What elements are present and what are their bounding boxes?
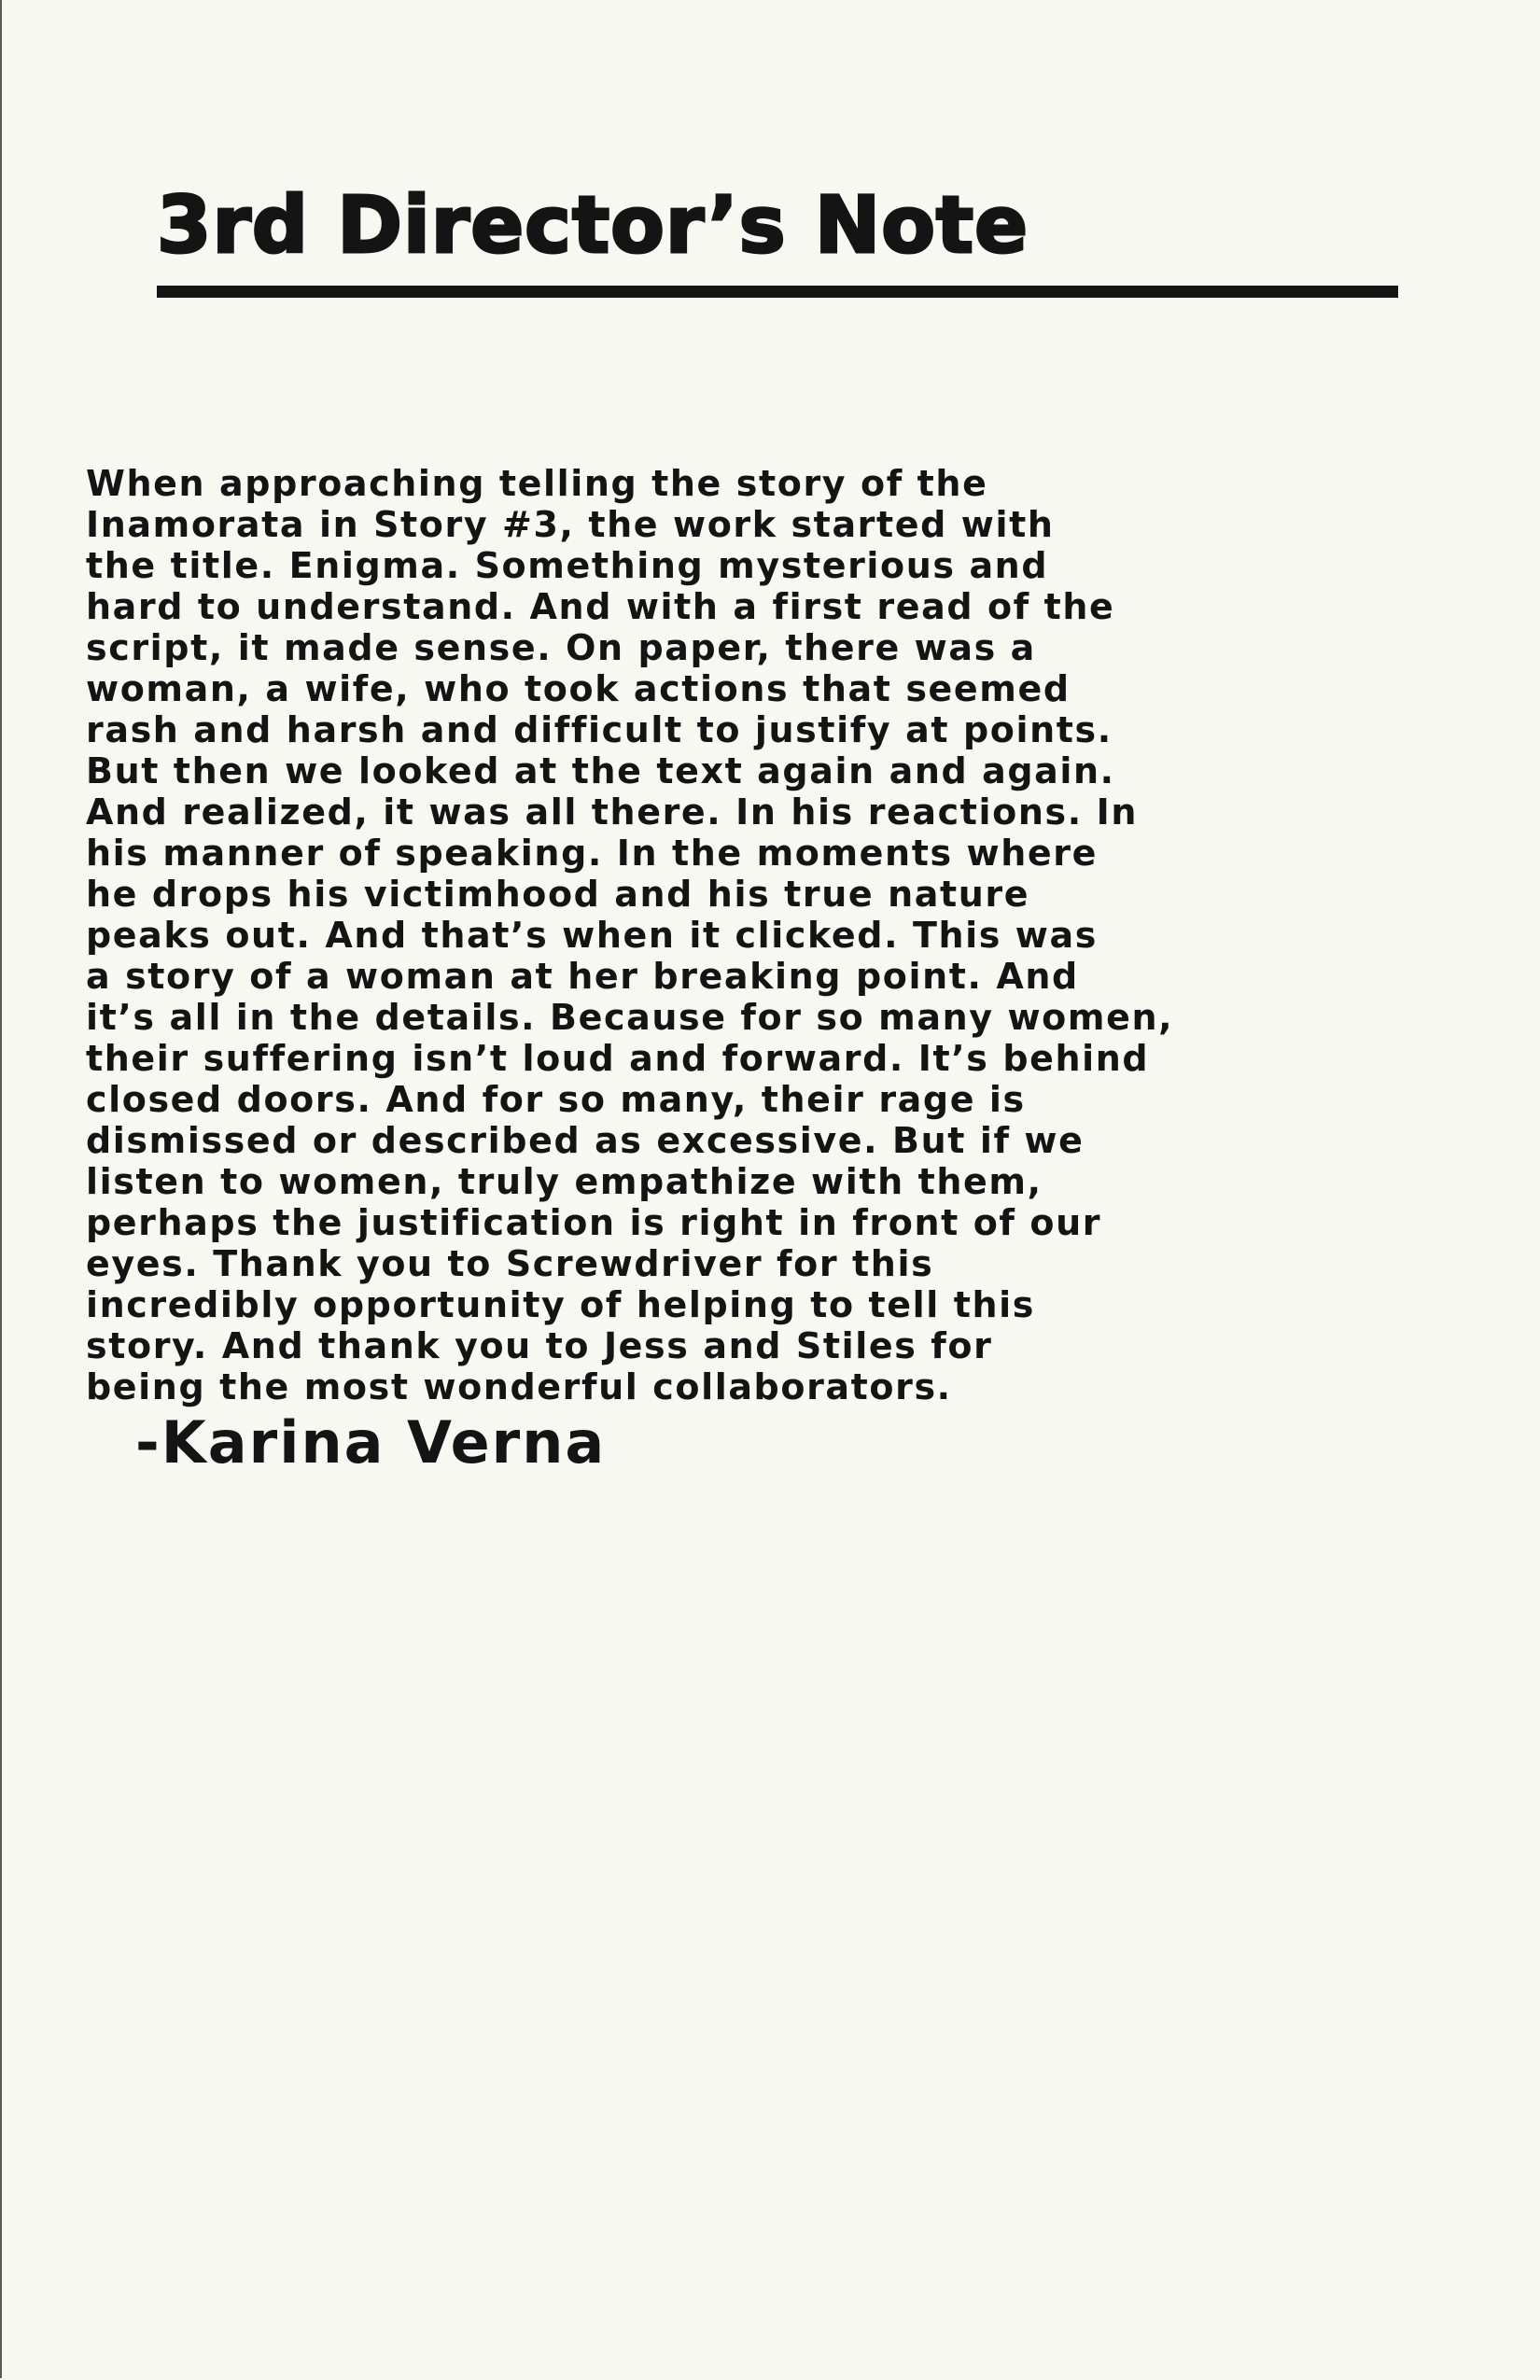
body-line: his manner of speaking. In the moments where [86,833,1098,874]
body-line: script, it made sense. On paper, there was a [86,627,1036,668]
body-line: story. And thank you to Jess and Stiles for [86,1325,993,1366]
author-signature: -Karina Verna [135,1408,607,1477]
body-line: closed doors. And for so many, their rage is [86,1079,1026,1120]
body-line: the title. Enigma. Something mysterious and [86,545,1049,586]
note-body [86,463,1486,1407]
body-line: perhaps the justification is right in front of our [86,1202,1102,1243]
body-line: When approaching telling the story of the [86,463,988,504]
body-line: a story of a woman at her breaking point. And [86,956,1079,997]
body-line: hard to understand. And with a first read of the [86,586,1115,627]
body-line: peaks out. And that’s when it clicked. This was [86,915,1098,956]
body-line: he drops his victimhood and his true nature [86,874,1030,915]
body-line: woman, a wife, who took actions that seemed [86,668,1071,709]
body-line: their suffering isn’t loud and forward. It’s behind [86,1038,1150,1079]
body-line: But then we looked at the text again and again. [86,750,1115,791]
body-line: listen to women, truly empathize with them, [86,1161,1043,1202]
body-line: rash and harsh and difficult to justify at points. [86,709,1113,750]
body-line: And realized, it was all there. In his reactions. In [86,791,1139,833]
body-line: eyes. Thank you to Screwdriver for this [86,1243,934,1284]
page-title: 3rd Director’s Note [157,179,1029,271]
body-line: incredibly opportunity of helping to tell this [86,1284,1035,1325]
title-underline [157,286,1398,298]
body-line: it’s all in the details. Because for so many women, [86,997,1174,1038]
body-line: Inamorata in Story #3, the work started with [86,504,1055,545]
body-line: dismissed or described as excessive. But if we [86,1120,1085,1161]
body-line: being the most wonderful collaborators. [86,1366,952,1407]
